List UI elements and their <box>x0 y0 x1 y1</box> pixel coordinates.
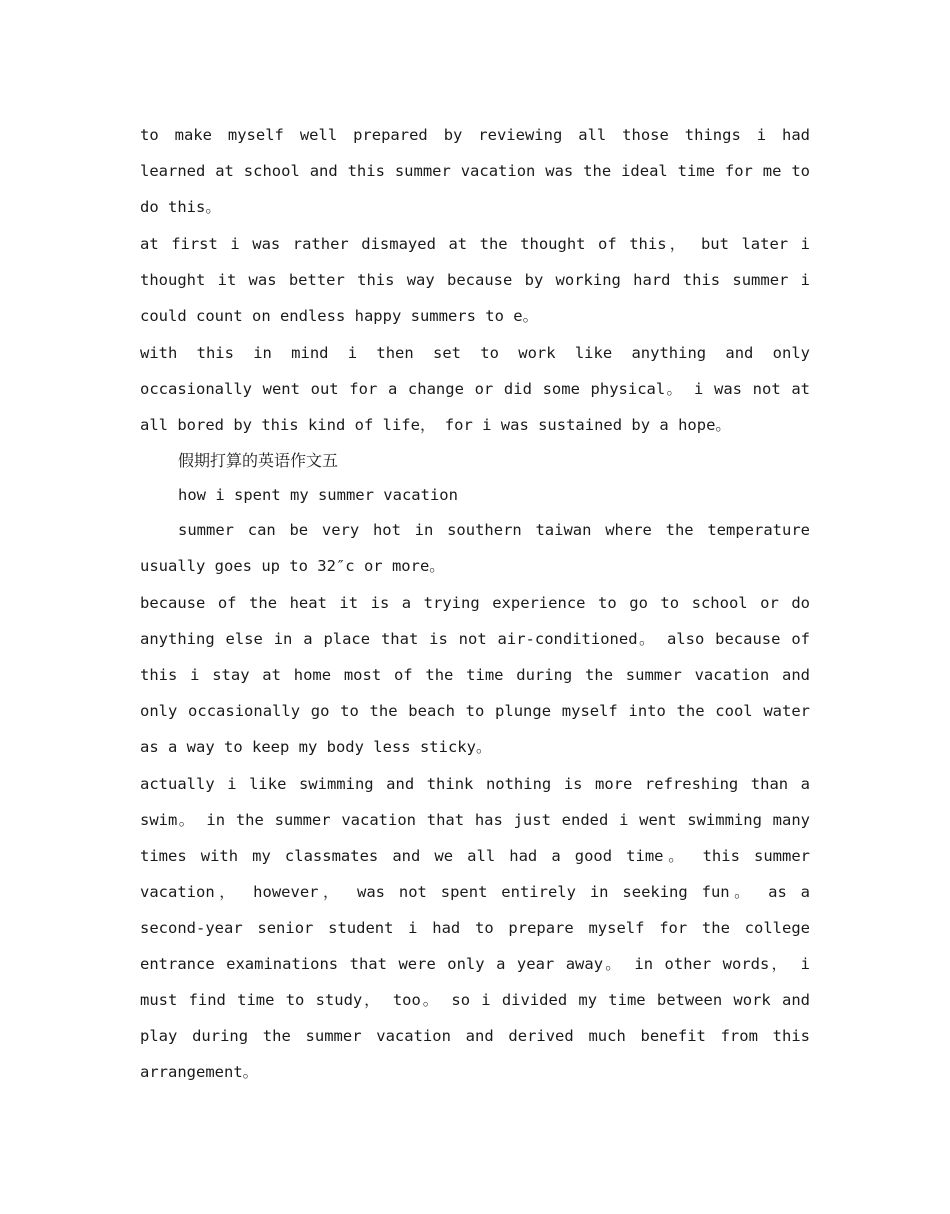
body-paragraph: summer can be very hot in southern taiwan where the temperature usually goes up to 32″c or more。 <box>140 521 810 575</box>
body-paragraph: actually i like swimming and think nothing is more refreshing than a swim。 in the summer vacation that has just ended i went swimming many times with my classmates and we all had a good time。 this summer vacation， however， was not spent entirely in seeking fun。 as a second-year senior student i had to prepare myself for the college entrance examinations that were only a year away。 in other words， i must find time to study， too。 so i divided my time between work and play during the summer vacation and derived much benefit from this arrangement。 <box>140 775 810 1081</box>
essay-title: how i spent my summer vacation <box>178 486 458 504</box>
body-paragraph: at first i was rather dismayed at the thought of this， but later i thought it was better this way because by working hard this summer i could count on endless happy summers to e。 <box>140 235 810 325</box>
section-heading: 假期打算的英语作文五 <box>178 451 339 470</box>
document-page <box>140 117 810 1091</box>
body-paragraph: with this in mind i then set to work like anything and only occasionally went out for a change or did some physical。 i was not at all bored by this kind of life， for i was sustained by a hope。 <box>140 344 810 434</box>
body-paragraph: because of the heat it is a trying experience to go to school or do anything else in a place that is not air-conditioned。 also because of this i stay at home most of the time during the summer vacation and only occasionally go to the beach to plunge myself into the cool water as a way to keep my body less sticky。 <box>140 594 810 756</box>
body-paragraph: to make myself well prepared by reviewing all those things i had learned at school and this summer vacation was the ideal time for me to do this。 <box>140 126 810 216</box>
